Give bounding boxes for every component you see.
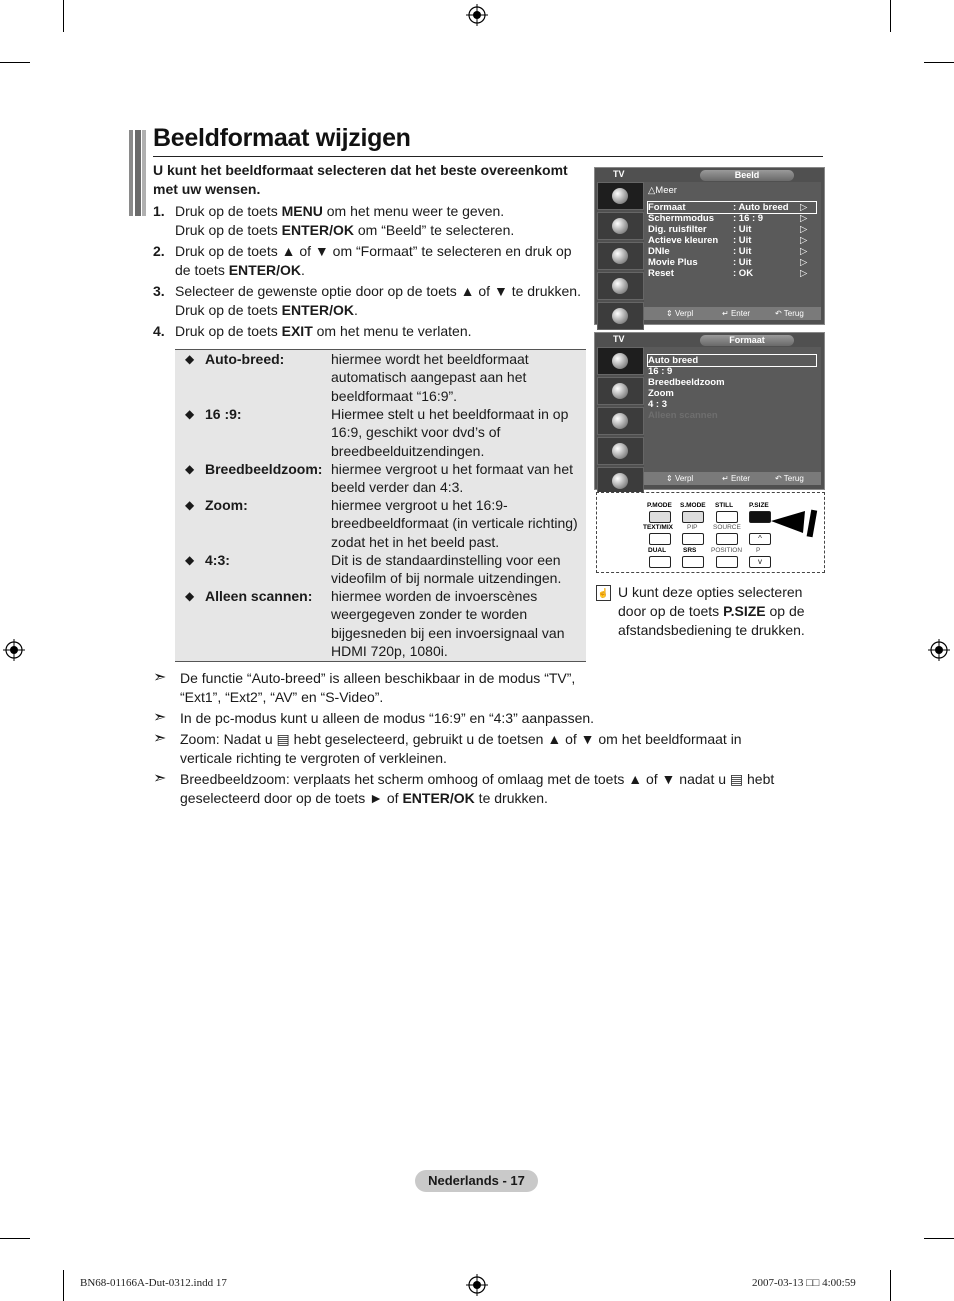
menu-arrow-icon: ▷: [800, 257, 808, 268]
menu-row-value: : Uit: [733, 246, 752, 257]
registration-mark-icon: [466, 1274, 488, 1296]
step-number: 1.: [153, 203, 165, 219]
page-title: Beeldformaat wijzigen: [153, 124, 411, 152]
options-table: [175, 349, 586, 662]
dual-label: DUAL: [648, 547, 667, 554]
crop-mark: [0, 62, 30, 63]
textmix-label: TEXT/MIX: [643, 524, 673, 531]
menu-arrow-icon: ▷: [800, 268, 808, 279]
picture-menu-icon[interactable]: [597, 347, 644, 375]
menu-row-value: : OK: [733, 268, 754, 279]
option-term: 4:3:: [205, 552, 230, 568]
note-arrow-icon: ➣: [153, 709, 167, 726]
source-button[interactable]: [716, 533, 738, 545]
decorative-side-bar: [129, 130, 146, 216]
side-note-text: U kunt deze opties selecteren door op de toets P.SIZE op de afstandsbediening te drukken.: [618, 584, 805, 638]
enter-hint: ↵ Enter: [722, 309, 751, 318]
menu-row-label: Reset: [648, 268, 674, 279]
setup-menu-icon[interactable]: [597, 437, 644, 465]
diamond-bullet-icon: ◆: [185, 498, 195, 512]
diamond-bullet-icon: ◆: [185, 553, 195, 567]
still-button[interactable]: [716, 511, 738, 523]
menu-arrow-icon: ▷: [800, 224, 808, 235]
menu-row[interactable]: [648, 246, 816, 257]
smode-button[interactable]: [682, 511, 704, 523]
format-option-disabled: Alleen scannen: [648, 410, 718, 421]
menu-footer: [644, 472, 821, 485]
option-term: Zoom:: [205, 497, 248, 513]
step-item: [153, 242, 583, 279]
note-item: [153, 709, 823, 728]
pip-button[interactable]: [682, 533, 704, 545]
note-arrow-icon: ➣: [153, 730, 167, 747]
print-slug-date: 2007-03-13 □□ 4:00:59: [752, 1277, 856, 1289]
picture-menu-icon[interactable]: [597, 182, 644, 210]
menu-arrow-icon: ▷: [800, 213, 808, 224]
back-hint: ↶ Terug: [775, 309, 804, 318]
option-term: Breedbeeldzoom:: [205, 461, 323, 477]
page-number-badge: Nederlands - 17: [415, 1170, 538, 1192]
psize-button[interactable]: [749, 511, 771, 523]
menu-tv-label: TV: [613, 334, 625, 344]
menu-row-label: Schermmodus: [648, 213, 714, 224]
crop-mark: [890, 0, 891, 32]
crop-mark: [890, 1270, 891, 1301]
registration-mark-icon: [928, 639, 950, 661]
setup-menu-icon[interactable]: [597, 272, 644, 300]
pip-label: PIP: [687, 524, 698, 531]
menu-row-label: Dig. ruisfilter: [648, 224, 707, 235]
option-term: Auto-breed:: [205, 351, 285, 367]
crop-mark: [924, 1238, 954, 1239]
note-arrow-icon: ➣: [153, 770, 167, 787]
format-option[interactable]: Breedbeeldzoom: [648, 377, 725, 388]
menu-arrow-icon: ▷: [800, 246, 808, 257]
menu-tv-label: TV: [613, 169, 625, 179]
menu-row-label: Formaat: [648, 202, 686, 213]
menu-header: [595, 333, 824, 347]
step-item: [153, 322, 583, 341]
menu-row[interactable]: [648, 268, 816, 279]
menu-footer: [644, 307, 821, 320]
diamond-bullet-icon: ◆: [185, 407, 195, 421]
menu-arrow-icon: ▷: [800, 235, 808, 246]
sound-menu-icon[interactable]: [597, 377, 644, 405]
crop-mark: [924, 62, 954, 63]
option-desc: hiermee vergroot u het 16:9-breedbeeldformaat (in verticale richting) zodat het in het beeld past.: [331, 497, 578, 550]
menu-row-value: : Uit: [733, 257, 752, 268]
menu-row-value: : Auto breed: [733, 202, 789, 213]
menu-row-label: DNIe: [648, 246, 670, 257]
srs-label: SRS: [683, 547, 697, 554]
menu-row-label: Movie Plus: [648, 257, 698, 268]
tv-menu-beeld: [594, 167, 825, 325]
tv-menu-formaat: [594, 332, 825, 490]
option-term: Alleen scannen:: [205, 588, 313, 604]
diamond-bullet-icon: ◆: [185, 352, 195, 366]
menu-more-item[interactable]: △Meer: [648, 185, 677, 196]
crop-mark: [63, 0, 64, 32]
channel-menu-icon[interactable]: [597, 407, 644, 435]
sound-menu-icon[interactable]: [597, 212, 644, 240]
smode-label: S.MODE: [680, 502, 706, 509]
remote-control-illustration: [596, 492, 825, 573]
menu-icon-column: [597, 347, 644, 497]
option-term: 16 :9:: [205, 406, 242, 422]
note-text: De functie “Auto-breed” is alleen beschikbaar in de modus “TV”, “Ext1”, “Ext2”, “AV” en “S-Video”.: [180, 670, 576, 705]
srs-button[interactable]: [682, 556, 704, 568]
registration-mark-icon: [3, 639, 25, 661]
step-number: 3.: [153, 283, 165, 299]
option-desc: hiermee wordt het beeldformaat automatisch aangepast aan het beeldformaat “16:9”.: [331, 351, 529, 404]
format-option[interactable]: Zoom: [648, 388, 674, 399]
step-number: 2.: [153, 243, 165, 259]
psize-label: P.SIZE: [749, 502, 769, 509]
menu-title: Formaat: [700, 335, 794, 346]
move-hint: ⇕ Verpl: [666, 309, 694, 318]
steps-list: [153, 202, 583, 344]
format-option[interactable]: 4 : 3: [648, 399, 668, 410]
step-item: [153, 202, 583, 239]
input-menu-icon[interactable]: [597, 302, 644, 330]
step-text: Druk op de toets ▲ of ▼ om “Formaat” te selecteren en druk op de toets ENTER/OK.: [175, 243, 572, 278]
channel-menu-icon[interactable]: [597, 242, 644, 270]
format-option[interactable]: 16 : 9: [648, 366, 673, 377]
option-desc: hiermee vergroot u het formaat van het beeld verder dan 4:3.: [331, 461, 574, 496]
option-desc: Hiermee stelt u het beeldformaat in op 16:9, geschikt voor dvd’s of breedbeelduitzendingen.: [331, 406, 569, 459]
channel-up-button[interactable]: ^: [749, 533, 771, 545]
note-item: [153, 730, 795, 768]
menu-row[interactable]: [648, 202, 816, 213]
back-hint: ↶ Terug: [775, 474, 804, 483]
menu-panel: [644, 182, 821, 307]
format-option[interactable]: Auto breed: [648, 355, 816, 366]
menu-title: Beeld: [700, 170, 794, 181]
menu-arrow-icon: ▷: [800, 202, 808, 213]
note-item: [153, 770, 795, 808]
note-item: [153, 669, 610, 707]
menu-row[interactable]: [648, 257, 816, 268]
option-desc: hiermee worden de invoerscènes weergegeven zonder te worden bijgesneden bij een invoersignaal van HDMI 720p, 1080i.: [331, 588, 565, 659]
menu-row-label: Actieve kleuren: [648, 235, 719, 246]
note-text: Breedbeeldzoom: verplaats het scherm omhoog of omlaag met de toets ▲ of ▼ nadat u ▤ hebt geselecteerd door op de toets ► of ENTER/OK te drukken.: [180, 771, 775, 806]
move-hint: ⇕ Verpl: [666, 474, 694, 483]
pmode-button[interactable]: [649, 511, 671, 523]
step-text: Druk op de toets EXIT om het menu te verlaten.: [175, 323, 472, 339]
menu-row-value: : Uit: [733, 235, 752, 246]
intro-text: U kunt het beeldformaat selecteren dat het beste overeenkomt met uw wensen.: [153, 162, 568, 197]
hand-icon: ☝: [596, 585, 611, 601]
note-text: Zoom: Nadat u ▤ hebt geselecteerd, gebruikt u de toetsen ▲ of ▼ om het beeldformaat in verticale richting te vergroten of verkleinen.: [180, 731, 742, 766]
menu-panel: [644, 347, 821, 472]
crop-mark: [63, 1270, 64, 1301]
diamond-bullet-icon: ◆: [185, 589, 195, 603]
dual-button[interactable]: [649, 556, 671, 568]
menu-icon-column: [597, 182, 644, 332]
notes-list: [153, 669, 823, 810]
pointer-arrow-icon: [769, 507, 821, 539]
pmode-label: P.MODE: [647, 502, 672, 509]
option-desc: Dit is de standaardinstelling voor een videofilm of bij normale uitzendingen.: [331, 552, 562, 587]
menu-header: [595, 168, 824, 182]
still-label: STILL: [715, 502, 734, 509]
title-rule: [153, 156, 823, 157]
diamond-bullet-icon: ◆: [185, 462, 195, 476]
step-number: 4.: [153, 323, 165, 339]
step-text: Druk op de toets MENU om het menu weer te geven. Druk op de toets ENTER/OK om “Beeld” te selecteren.: [175, 203, 515, 238]
menu-row[interactable]: [648, 235, 816, 246]
channel-down-button[interactable]: v: [749, 556, 771, 568]
menu-row[interactable]: [648, 213, 816, 224]
input-menu-icon[interactable]: [597, 467, 644, 495]
position-label: POSITION: [711, 547, 743, 554]
crop-mark: [0, 1238, 30, 1239]
step-item: [153, 282, 583, 319]
textmix-button[interactable]: [649, 533, 671, 545]
position-button[interactable]: [716, 556, 738, 568]
print-slug-file: BN68-01166A-Dut-0312.indd 17: [80, 1277, 227, 1289]
source-label: SOURCE: [713, 524, 741, 531]
p-label: P: [756, 547, 761, 554]
step-text: Selecteer de gewenste optie door op de toets ▲ of ▼ te drukken. Druk op de toets ENTER/OK.: [175, 283, 581, 318]
note-text: In de pc-modus kunt u alleen de modus “16:9” en “4:3” aanpassen.: [180, 710, 595, 726]
enter-hint: ↵ Enter: [722, 474, 751, 483]
menu-row[interactable]: [648, 224, 816, 235]
menu-row-value: : Uit: [733, 224, 752, 235]
note-arrow-icon: ➣: [153, 669, 167, 686]
menu-row-value: : 16 : 9: [733, 213, 764, 224]
registration-mark-icon: [466, 4, 488, 26]
